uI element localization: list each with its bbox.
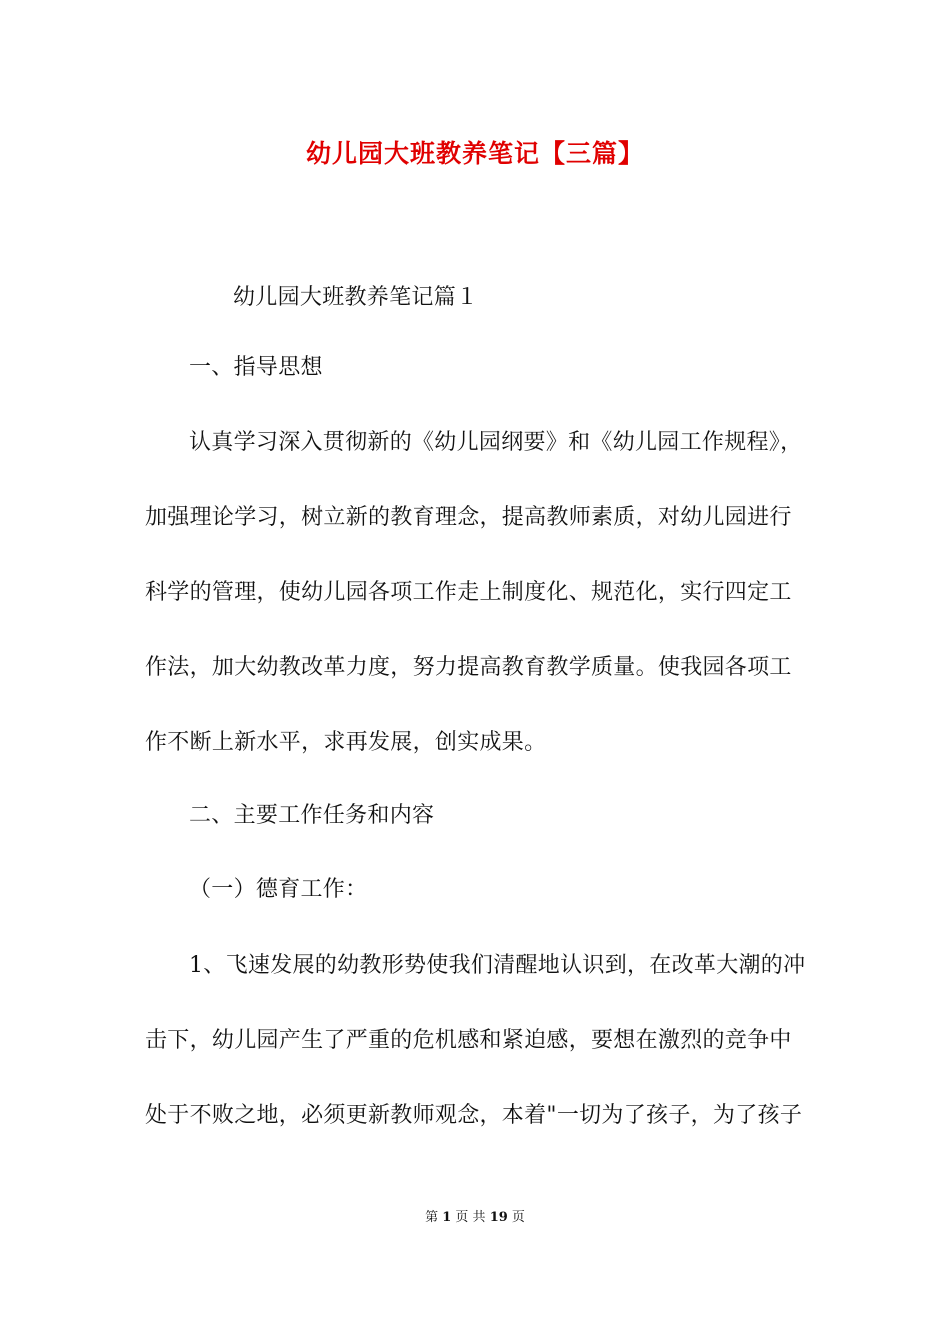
paragraph-line: 1、飞速发展的幼教形势使我们清醒地认识到，在改革大潮的冲 xyxy=(189,953,806,978)
paragraph-line: 作法，加大幼教改革力度，努力提高教育教学质量。使我园各项工 xyxy=(145,655,792,680)
subheading-moral-education: （一）德育工作： xyxy=(189,877,368,902)
page-footer xyxy=(0,1208,950,1228)
section-heading-part1: 幼儿园大班教养笔记篇１ xyxy=(233,285,479,310)
footer-middle: 页 共 xyxy=(455,1210,486,1225)
paragraph-line: 科学的管理，使幼儿园各项工作走上制度化、规范化，实行四定工 xyxy=(145,580,792,605)
footer-prefix: 第 xyxy=(425,1210,439,1225)
paragraph-line: 击下，幼儿园产生了严重的危机感和紧迫感，要想在激烈的竞争中 xyxy=(145,1028,792,1053)
footer-suffix: 页 xyxy=(511,1210,525,1225)
footer-page-number: 1 xyxy=(442,1210,452,1225)
heading-main-tasks: 二、主要工作任务和内容 xyxy=(189,803,435,828)
document-title: 幼儿园大班教养笔记【三篇】 xyxy=(305,139,644,168)
paragraph-line: 认真学习深入贯彻新的《幼儿园纲要》和《幼儿园工作规程》， xyxy=(189,430,803,455)
footer-total-pages: 19 xyxy=(489,1210,508,1225)
paragraph-line: 处于不败之地，必须更新教师观念，本着"一切为了孩子，为了孩子 xyxy=(145,1103,803,1128)
paragraph-line: 作不断上新水平，求再发展，创实成果。 xyxy=(145,730,547,755)
paragraph-line: 加强理论学习，树立新的教育理念，提高教师素质，对幼儿园进行 xyxy=(145,505,792,530)
heading-guiding-ideology: 一、指导思想 xyxy=(189,355,323,380)
